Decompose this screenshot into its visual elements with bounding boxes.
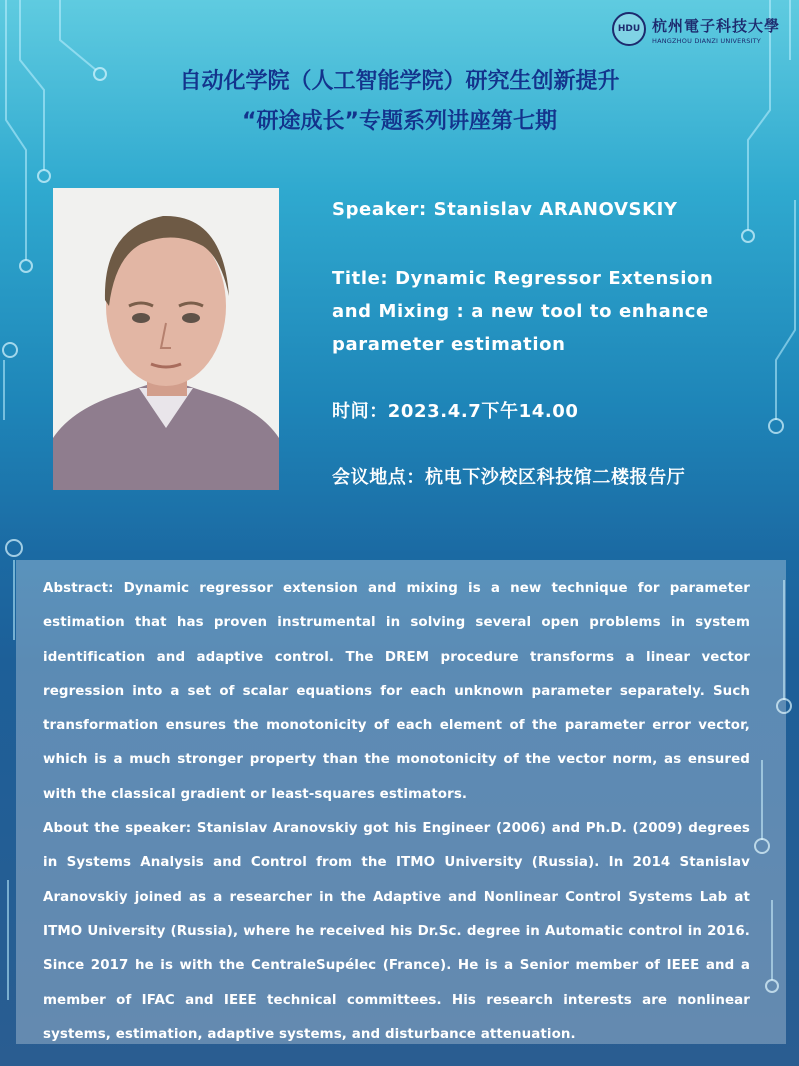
header-title-line2: “研途成长”专题系列讲座第七期 [242,109,557,134]
about-speaker-text: About the speaker: Stanislav Aranovskiy got his Engineer (2006) and Ph.D. (2009) degrees in Systems Analysis and Control from the ITMO University (Russia). In 2014 Stanislav Aranovskiy joined as a researcher in the Adaptive and Nonlinear Control Systems Lab at ITMO University (Russia), where he received his Dr.Sc. degree in Automatic control in 2016. Since 2017 he is with the CentraleSupélec (France). He is a Senior member of IEEE and a member of IFAC and IEEE technical committees. His research interests are nonlinear systems, estimation, adaptive systems, and disturbance attenuation. [43,821,750,1042]
speaker-name: Speaker: Stanislav ARANOVSKIY [332,199,678,220]
university-name-en: HANGZHOU DIANZI UNIVERSITY [652,37,761,45]
talk-venue: 会议地点：杭电下沙校区科技馆二楼报告厅 [332,467,686,488]
university-logo [612,12,787,48]
university-seal-icon: HDU [612,12,646,46]
talk-title: Title: Dynamic Regressor Extension and Mixing : a new tool to enhance parameter estimation [332,268,714,355]
university-name-cn: 杭州電子科技大學 [652,17,781,35]
header-title-line1: 自动化学院（人工智能学院）研究生创新提升 [179,69,620,94]
talk-time: 时间：2023.4.7下午14.00 [332,401,579,422]
speaker-portrait-image [53,188,279,490]
abstract-text: Abstract: Dynamic regressor extension and mixing is a new technique for parameter estimation that has proven instrumental in solving several open problems in system identification and adaptive control. The DREM procedure transforms a linear vector regression into a set of scalar equations for each unknown parameter separately. Such transformation ensures the monotonicity of each element of the parameter error vector, which is a much stronger property than the monotonicity of the vector norm, as ensured with the classical gradient or least-squares estimators. [43,581,750,802]
speaker-photo [53,188,279,490]
description-panel [16,560,786,1044]
